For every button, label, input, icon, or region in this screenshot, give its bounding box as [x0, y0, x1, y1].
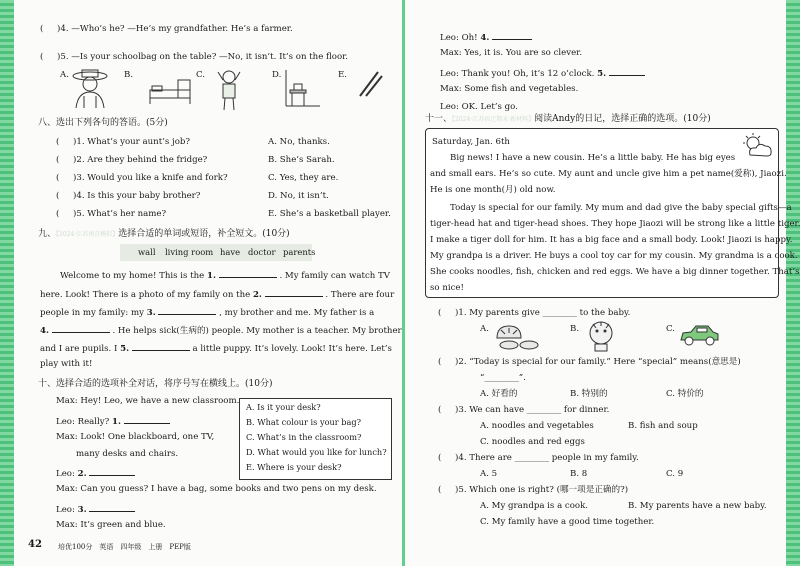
dialog-leo-2: Leo: 2.: [56, 466, 135, 480]
diary-line-7: My grandpa is a driver. He buys a cool toy car for my cousin. My grandma is a cook.: [430, 251, 798, 261]
toy-car-picture[interactable]: [678, 322, 720, 348]
q5-option-a: A. My grandpa is a cook.: [480, 501, 589, 511]
diary-line-3: He is one month(月) old now.: [430, 185, 556, 195]
boy-picture: [214, 68, 244, 112]
dialog-blank-2[interactable]: [89, 466, 135, 476]
section-9-title: 九、【2024·江苏南京模拟】选择合适的单词或短语，补全短文。(10分): [38, 229, 290, 239]
dialog-leo-3: Leo: 3.: [56, 502, 135, 516]
dialog-options-box: [239, 398, 392, 480]
dialog-max-2: Max: Look! One blackboard, one TV,: [56, 432, 215, 442]
word-bank-item: living room: [165, 247, 214, 257]
diary-box: [425, 128, 800, 298]
diary-line-1: Big news! I have a new cousin. He’s a little baby. He has big eyes: [450, 153, 736, 163]
q4-option-a: A. 5: [480, 469, 498, 479]
passage-line-5: and I are pupils. I 5. a little puppy. It’s lovely. Look! It’s here. Let’s: [40, 341, 392, 355]
question-4-line: ( )4. —Who’s he? —He’s my grandfather. He’s a farmer.: [40, 24, 293, 34]
dialog-leo-thanks: Leo: Thank you! Oh, it’s 12 o’clock. 5.: [440, 66, 645, 80]
reading-q4: ( )4. There are ________ people in my family.: [438, 453, 639, 463]
dialog-option-e: E. Where is your desk?: [246, 462, 342, 472]
q1-option-c-label: C.: [666, 324, 676, 334]
farmer-picture: [68, 68, 114, 110]
q3-option-c: C. noodles and red eggs: [480, 437, 585, 447]
pic-label-d: D.: [272, 70, 282, 80]
reading-q3: ( )3. We can have ________ for dinner.: [438, 405, 610, 415]
dialog-max-yes: Max: Yes, it is. You are so clever.: [440, 48, 583, 58]
s8-answer-e: E. She’s a basketball player.: [268, 209, 391, 219]
diary-line-5: tiger-head hat and tiger-head shoes. They hope Jiaozi will be strong like a little tiger.: [430, 219, 800, 229]
word-bank-item: doctor: [248, 247, 276, 257]
left-page-edge: [0, 0, 14, 566]
diary-line-8: She cooks noodles, fish, chicken and red eggs. We have a big dinner together. That’s: [430, 267, 800, 277]
q1-option-b-label: B.: [570, 324, 580, 334]
diary-line-9: so nice!: [430, 283, 464, 293]
diary-line-4: Today is special for our family. My mum and dad give the baby special gifts—a: [450, 203, 792, 213]
right-page-edge: [786, 0, 800, 566]
q2-option-b: B. 特别的: [570, 389, 608, 399]
q3-option-b: B. fish and soup: [628, 421, 698, 431]
passage-line-1: Welcome to my home! This is the 1. . My family can watch TV: [60, 268, 390, 282]
section-9-source-tag: 【2024·江苏南京模拟】: [56, 231, 119, 238]
s8-answer-c: C. Yes, they are.: [268, 173, 339, 183]
section-11-title: 十一、【2024·江苏宿迁期末·新材料】阅读Andy的日记，选择正确的选项。(10分): [425, 114, 711, 124]
q5-option-c: C. My family have a good time together.: [480, 517, 655, 527]
dialog-max-3: Max: Can you guess? I have a bag, some books and two pens on my desk.: [56, 484, 377, 494]
reading-q5: ( )5. Which one is right? (哪一项是正确的?): [438, 485, 629, 495]
blank-3[interactable]: [158, 305, 216, 315]
dialog-option-a: A. Is it your desk?: [246, 402, 321, 412]
blank-2[interactable]: [265, 287, 323, 297]
dialog-option-b: B. What colour is your bag?: [246, 417, 362, 427]
dialog-max-2b: many desks and chairs.: [76, 449, 179, 459]
dialog-leo-4: Leo: Oh! 4.: [440, 30, 532, 44]
q2-option-c: C. 特价的: [666, 389, 704, 399]
s8-answer-d: D. No, it isn’t.: [268, 191, 329, 201]
bed-picture: [148, 78, 192, 106]
s8-question-4: ( )4. Is this your baby brother?: [56, 191, 201, 201]
word-bank-item: have: [220, 247, 241, 257]
dialog-max-fish: Max: Some fish and vegetables.: [440, 84, 579, 94]
dialog-leo-ok: Leo: OK. Let’s go.: [440, 102, 518, 112]
dialog-blank-4[interactable]: [492, 30, 532, 40]
q2-quote: “________”.: [480, 373, 526, 383]
pic-label-c: C.: [196, 70, 206, 80]
q2-option-a: A. 好看的: [480, 389, 518, 399]
diary-line-2: and small ears. He’s so cute. My aunt and uncle give him a pet name(爱称), Jiaozi.: [430, 169, 787, 179]
passage-line-3: people in my family: my 3. , my brother and me. My father is a: [40, 305, 374, 319]
sun-cloud-icon: [740, 133, 774, 159]
reading-q2: ( )2. “Today is special for our family.” Here “special” means(意思是): [438, 357, 741, 367]
word-bank-item: parents: [283, 247, 316, 257]
s8-answer-b: B. She’s Sarah.: [268, 155, 335, 165]
s8-question-5: ( )5. What’s her name?: [56, 209, 167, 219]
dialog-blank-5[interactable]: [609, 66, 645, 76]
blank-4[interactable]: [52, 323, 110, 333]
diary-line-6: I make a tiger doll for him. It has a big face and a small body. Look! Jiaozi is happy.: [430, 235, 793, 245]
dialog-max-1: Max: Hey! Leo, we have a new classroom.: [56, 396, 240, 406]
blank-5[interactable]: [132, 341, 190, 351]
pic-label-e: E.: [338, 70, 348, 80]
question-5-line: ( )5. —Is your schoolbag on the table? —No, it isn’t. It’s on the floor.: [40, 52, 349, 62]
section-11-source-tag: 【2024·江苏宿迁期末·新材料】: [452, 116, 535, 123]
word-bank-item: wall: [138, 247, 156, 257]
page-footer: 培优100分 英语 四年级 上册 PEP版: [58, 543, 191, 551]
q4-option-b: B. 8: [570, 469, 588, 479]
passage-line-2: here. Look! There is a photo of my family on the 2. . There are four: [40, 287, 394, 301]
diary-date: Saturday, Jan. 6th: [432, 137, 510, 147]
section-8-title: 八、选出下列各句的答语。(5分): [38, 118, 168, 128]
section-10-title: 十、选择合适的选项补全对话，将序号写在横线上。(10分): [38, 379, 273, 389]
q3-option-a: A. noodles and vegetables: [480, 421, 594, 431]
dialog-blank-1[interactable]: [124, 414, 170, 424]
dialog-blank-3[interactable]: [89, 502, 135, 512]
blank-1[interactable]: [219, 268, 277, 278]
q1-option-a-label: A.: [480, 324, 489, 334]
dialog-option-d: D. What would you like for lunch?: [246, 447, 387, 457]
knife-fork-picture: [356, 68, 384, 98]
tiger-doll-picture[interactable]: [584, 320, 618, 352]
dialog-max-4: Max: It’s green and blue.: [56, 520, 166, 530]
reading-q1: ( )1. My parents give ________ to the baby.: [438, 308, 631, 318]
tiger-hat-shoes-picture[interactable]: [493, 322, 539, 350]
passage-line-4: 4. . He helps sick(生病的) people. My mother is a teacher. My brother: [40, 323, 402, 337]
s8-answer-a: A. No, thanks.: [268, 137, 330, 147]
pic-label-a: A.: [60, 70, 69, 80]
q4-option-c: C. 9: [666, 469, 684, 479]
page-number: 42: [28, 539, 42, 550]
s8-question-1: ( )1. What’s your aunt’s job?: [56, 137, 190, 147]
s8-question-3: ( )3. Would you like a knife and fork?: [56, 173, 228, 183]
table-picture: [282, 68, 322, 108]
dialog-option-c: C. What’s in the classroom?: [246, 432, 362, 442]
passage-line-6: play with it!: [40, 359, 93, 369]
s8-question-2: ( )2. Are they behind the fridge?: [56, 155, 208, 165]
pic-label-b: B.: [124, 70, 134, 80]
q5-option-b: B. My parents have a new baby.: [628, 501, 767, 511]
word-bank: [120, 244, 316, 261]
dialog-leo-1: Leo: Really? 1.: [56, 414, 170, 428]
